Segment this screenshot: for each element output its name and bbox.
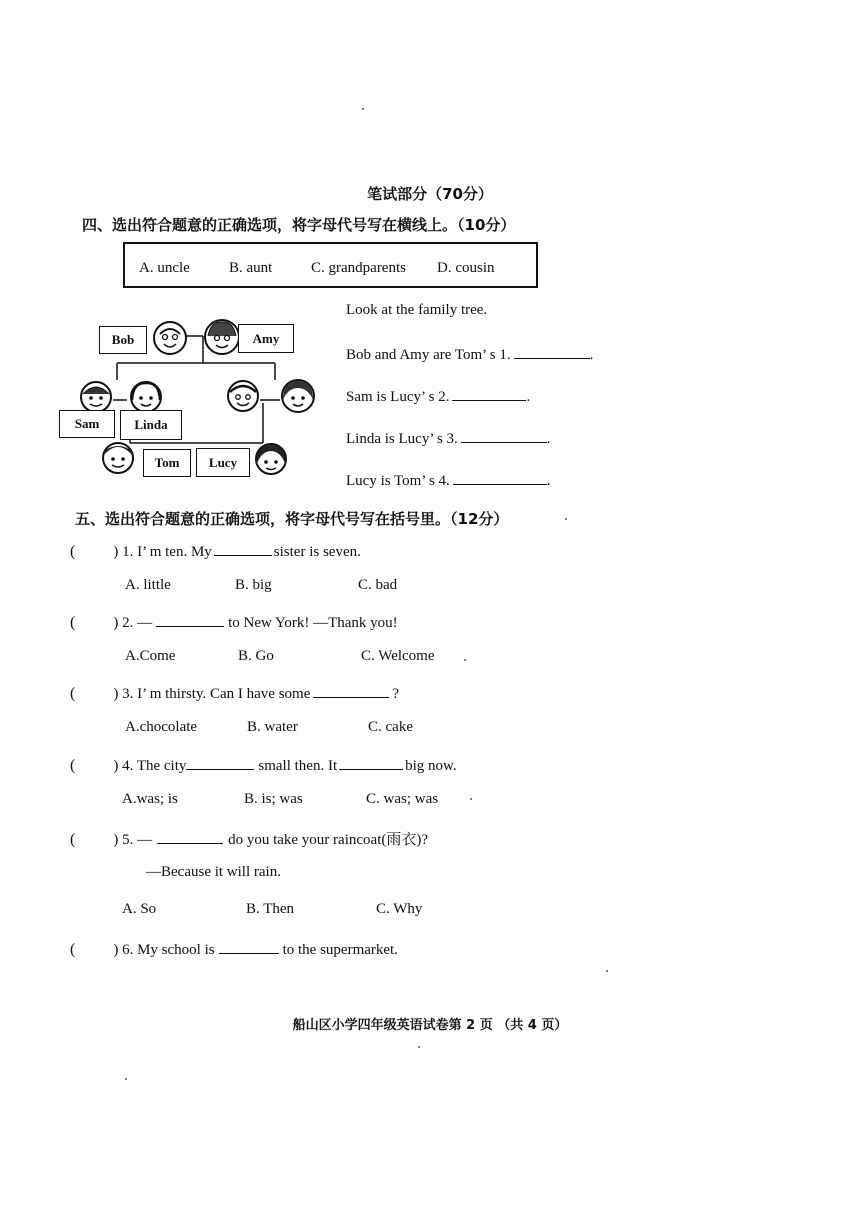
question-number: ) 2. [113, 615, 134, 631]
option-a: A.Come [125, 648, 176, 664]
question-text: sister is seven. [273, 544, 361, 560]
fill-item-text: Linda is Lucy’ s 3. [346, 431, 458, 447]
question-text: to New York! —Thank you! [228, 615, 398, 631]
answer-blank[interactable] [453, 470, 547, 485]
word-bank [123, 242, 538, 288]
option-b: B. is; was [244, 791, 303, 807]
answer-line: —Because it will rain. [146, 864, 281, 880]
lucy-face-icon [254, 442, 288, 476]
aunt-face-icon [280, 378, 316, 414]
question-4 [70, 755, 457, 775]
fill-item-4: Lucy is Tom’ s 4. . [346, 470, 551, 490]
name-box-bob: Bob [99, 326, 147, 354]
name-box-lucy: Lucy [196, 448, 250, 477]
question-6 [70, 939, 398, 959]
section4-heading: 四、选出符合题意的正确选项，将字母代号写在横线上。（10分） [82, 216, 516, 234]
question-number: ) 5. [113, 832, 134, 848]
scan-speck [470, 798, 472, 800]
answer-paren[interactable]: ( [70, 831, 76, 848]
sam-face-icon [79, 380, 113, 414]
answer-paren[interactable]: ( [70, 757, 76, 774]
fill-item-text: Sam is Lucy’ s 2. [346, 389, 450, 405]
question-number: ) 1. [113, 544, 134, 560]
word-bank-option: A. uncle [139, 260, 190, 276]
scan-speck [362, 108, 364, 110]
question-text: My school is [137, 942, 215, 958]
option-b: B. big [235, 577, 272, 593]
answer-paren[interactable]: ( [70, 941, 76, 958]
question-text: I’ m ten. My [137, 544, 212, 560]
name-box-sam: Sam [59, 410, 115, 438]
answer-blank[interactable] [186, 755, 254, 770]
linda-face-icon [129, 380, 163, 414]
scan-speck [418, 1046, 420, 1048]
question-1 [70, 541, 361, 561]
question-2 [70, 612, 398, 632]
fill-item-3: Linda is Lucy’ s 3. . [346, 428, 551, 448]
question-text: — [137, 615, 153, 631]
option-c: C. Welcome [361, 648, 435, 664]
option-b: B. Then [246, 901, 295, 917]
question-text: small then. It [258, 758, 338, 774]
scan-speck [125, 1078, 127, 1080]
scan-speck [565, 518, 567, 520]
option-a: A. little [125, 577, 171, 593]
option-c: C. Why [376, 901, 423, 917]
grandpa-face-icon [152, 320, 188, 356]
question-5 [70, 828, 428, 849]
question-text: do you take your raincoat(雨衣)? [228, 832, 429, 848]
section-title: 笔试部分（70分） [367, 185, 493, 203]
tom-face-icon [101, 441, 135, 475]
question-text: ? [392, 686, 400, 702]
question-number: ) 4. [113, 758, 134, 774]
option-a: A.chocolate [125, 719, 198, 735]
scan-speck [464, 659, 466, 661]
word-bank-option: D. cousin [437, 260, 495, 276]
name-box-tom: Tom [143, 449, 191, 477]
answer-blank[interactable] [514, 344, 590, 359]
option-a: A. So [122, 901, 157, 917]
option-a: A.was; is [122, 791, 178, 807]
option-c: C. cake [368, 719, 413, 735]
fill-item-text: Lucy is Tom’ s 4. [346, 473, 450, 489]
fill-item-2: Sam is Lucy’ s 2. . [346, 386, 530, 406]
grandma-face-icon [203, 318, 241, 356]
answer-blank[interactable] [461, 428, 547, 443]
option-b: B. Go [238, 648, 274, 664]
question-text: — [137, 832, 153, 848]
question-text: The city [136, 758, 187, 774]
answer-blank[interactable] [214, 541, 272, 556]
page-footer: 船山区小学四年级英语试卷第 2 页 （共 4 页） [292, 1018, 568, 1033]
uncle-face-icon [226, 379, 260, 413]
tree-intro: Look at the family tree. [346, 302, 488, 318]
answer-blank[interactable] [313, 683, 389, 698]
question-text: to the supermarket. [282, 942, 398, 958]
answer-paren[interactable]: ( [70, 543, 76, 560]
answer-blank[interactable] [157, 829, 223, 844]
question-number: ) 3. [113, 686, 134, 702]
question-number: ) 6. [113, 942, 134, 958]
answer-paren[interactable]: ( [70, 614, 76, 631]
name-box-amy: Amy [238, 324, 294, 353]
answer-blank[interactable] [219, 939, 279, 954]
fill-item-1: Bob and Amy are Tom’ s 1. . [346, 344, 593, 364]
question-3 [70, 683, 399, 703]
option-c: C. bad [358, 577, 398, 593]
scan-speck [606, 970, 608, 972]
answer-blank[interactable] [339, 755, 403, 770]
option-c: C. was; was [366, 791, 439, 807]
word-bank-option: C. grandparents [311, 260, 406, 276]
fill-item-text: Bob and Amy are Tom’ s 1. [346, 347, 511, 363]
question-text: I’ m thirsty. Can I have some [137, 686, 311, 702]
word-bank-option: B. aunt [229, 260, 273, 276]
answer-blank[interactable] [452, 386, 526, 401]
question-text: big now. [405, 758, 457, 774]
name-box-linda: Linda [120, 410, 182, 440]
option-b: B. water [247, 719, 298, 735]
answer-blank[interactable] [156, 612, 224, 627]
section5-heading: 五、选出符合题意的正确选项，将字母代号写在括号里。（12分） [75, 510, 509, 528]
answer-paren[interactable]: ( [70, 685, 76, 702]
